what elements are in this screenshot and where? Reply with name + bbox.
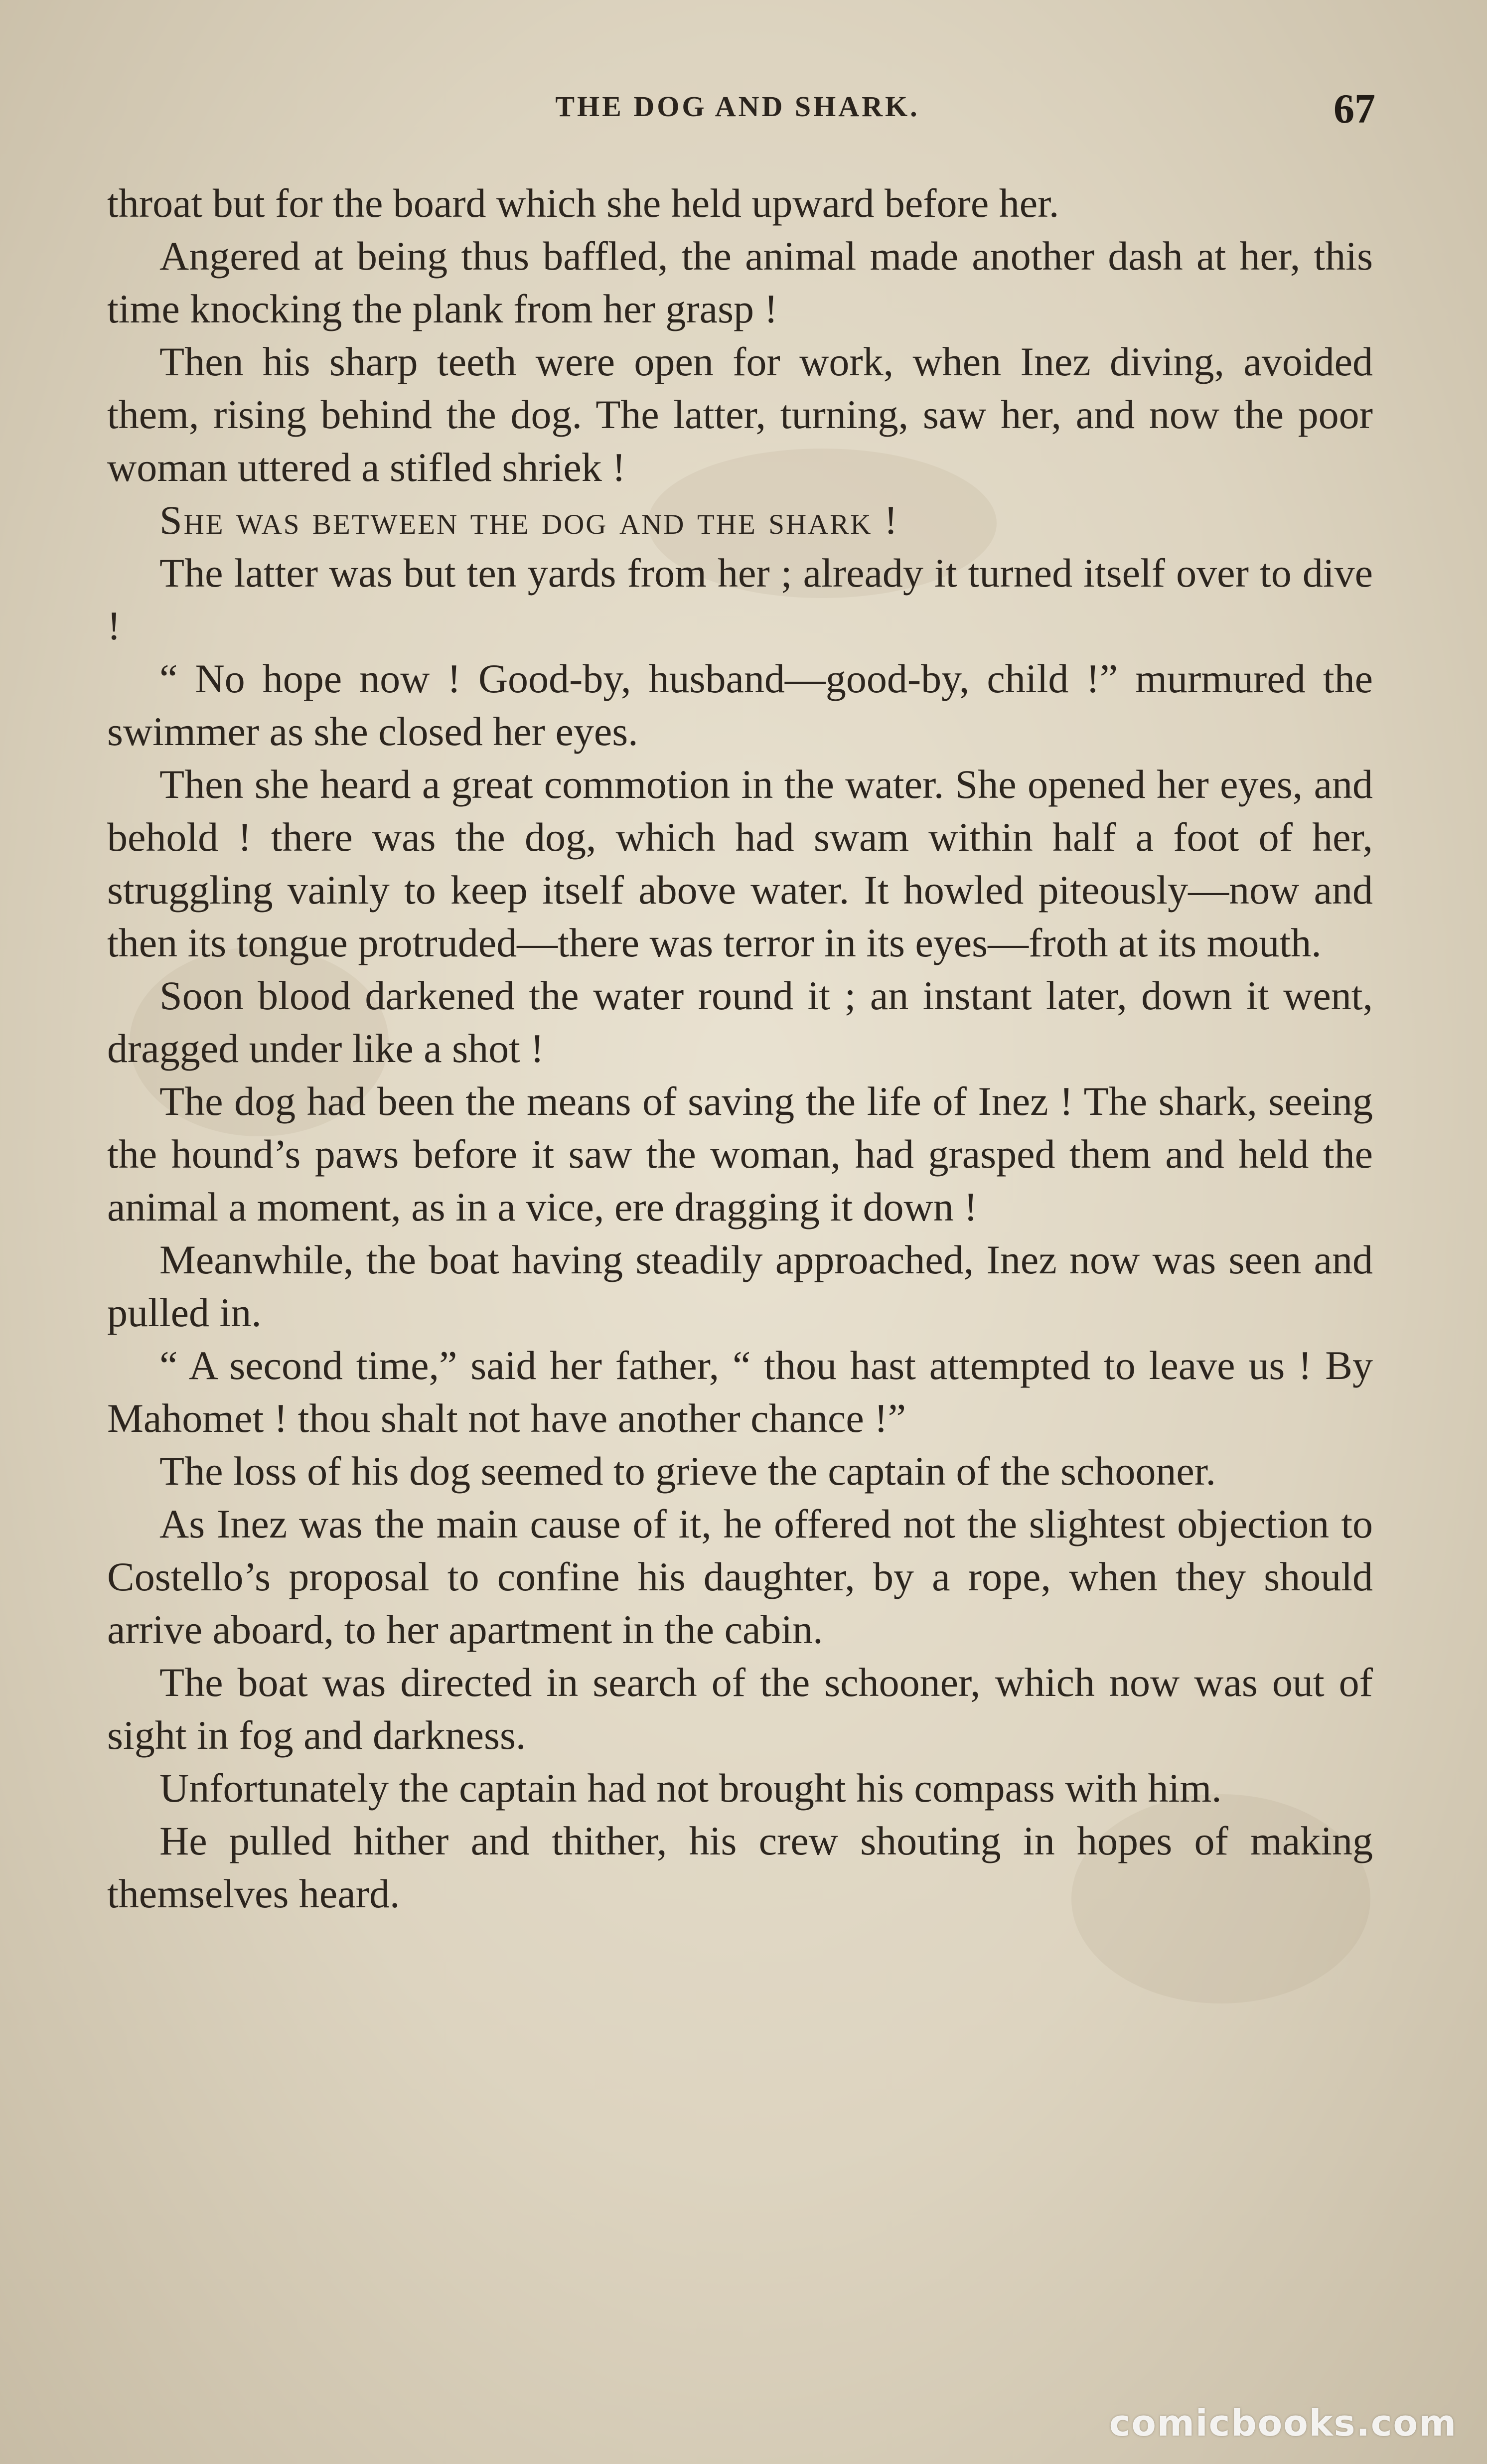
body-text (107, 177, 1373, 1920)
emphasized-paragraph: She was between the dog and the shark ! (159, 497, 899, 543)
paragraph: Then his sharp teeth were open for work, when Inez diving, avoided them, rising behind the dog. The latter, turning, saw her, and now the poor woman uttered a stifled shriek ! (107, 339, 1373, 490)
paragraph: Unfortunately the captain had not brought his compass with him. (159, 1765, 1222, 1811)
paragraph: throat but for the board which she held upward before her. (107, 180, 1059, 226)
paragraph: The dog had been the means of saving the life of Inez ! The shark, seeing the hound’s paws before it saw the woman, had grasped them and held the animal a moment, as in a vice, ere dragging it down ! (107, 1078, 1373, 1230)
paragraph: Soon blood darkened the water round it ; an instant later, down it went, dragged under like a shot ! (107, 973, 1373, 1071)
paragraph: “ No hope now ! Good-by, husband—good-by, child !” murmured the swimmer as she closed her eyes. (107, 656, 1373, 754)
paragraph: He pulled hither and thither, his crew shouting in hopes of making themselves heard. (107, 1818, 1373, 1916)
paragraph: Meanwhile, the boat having steadily approached, Inez now was seen and pulled in. (107, 1237, 1373, 1335)
paragraph: As Inez was the main cause of it, he offered not the slightest objection to Costello’s proposal to confine his daughter, by a rope, when they should arrive aboard, to her apartment in the cabin. (107, 1501, 1373, 1652)
paragraph: The boat was directed in search of the schooner, which now was out of sight in fog and darkness. (107, 1660, 1373, 1758)
page-number: 67 (1334, 86, 1375, 132)
watermark-logo: comicbooks.com (1109, 2402, 1457, 2444)
paragraph: The loss of his dog seemed to grieve the captain of the schooner. (159, 1448, 1216, 1494)
running-head: THE DOG AND SHARK. (555, 90, 920, 123)
paragraph: The latter was but ten yards from her ; already it turned itself over to dive ! (107, 550, 1373, 648)
paragraph: Then she heard a great commotion in the water. She opened her eyes, and behold ! there was the dog, which had swam within half a foot of her, struggling vainly to keep itself above water. It howled piteously—now and then its tongue protruded—there was terror in its eyes—froth at its mouth. (107, 762, 1373, 965)
paragraph: “ A second time,” said her father, “ thou hast attempted to leave us ! By Mahomet ! thou shalt not have another chance !” (107, 1343, 1373, 1441)
paragraph: Angered at being thus baffled, the animal made another dash at her, this time knocking the plank from her grasp ! (107, 233, 1373, 331)
page-header (100, 85, 1375, 130)
